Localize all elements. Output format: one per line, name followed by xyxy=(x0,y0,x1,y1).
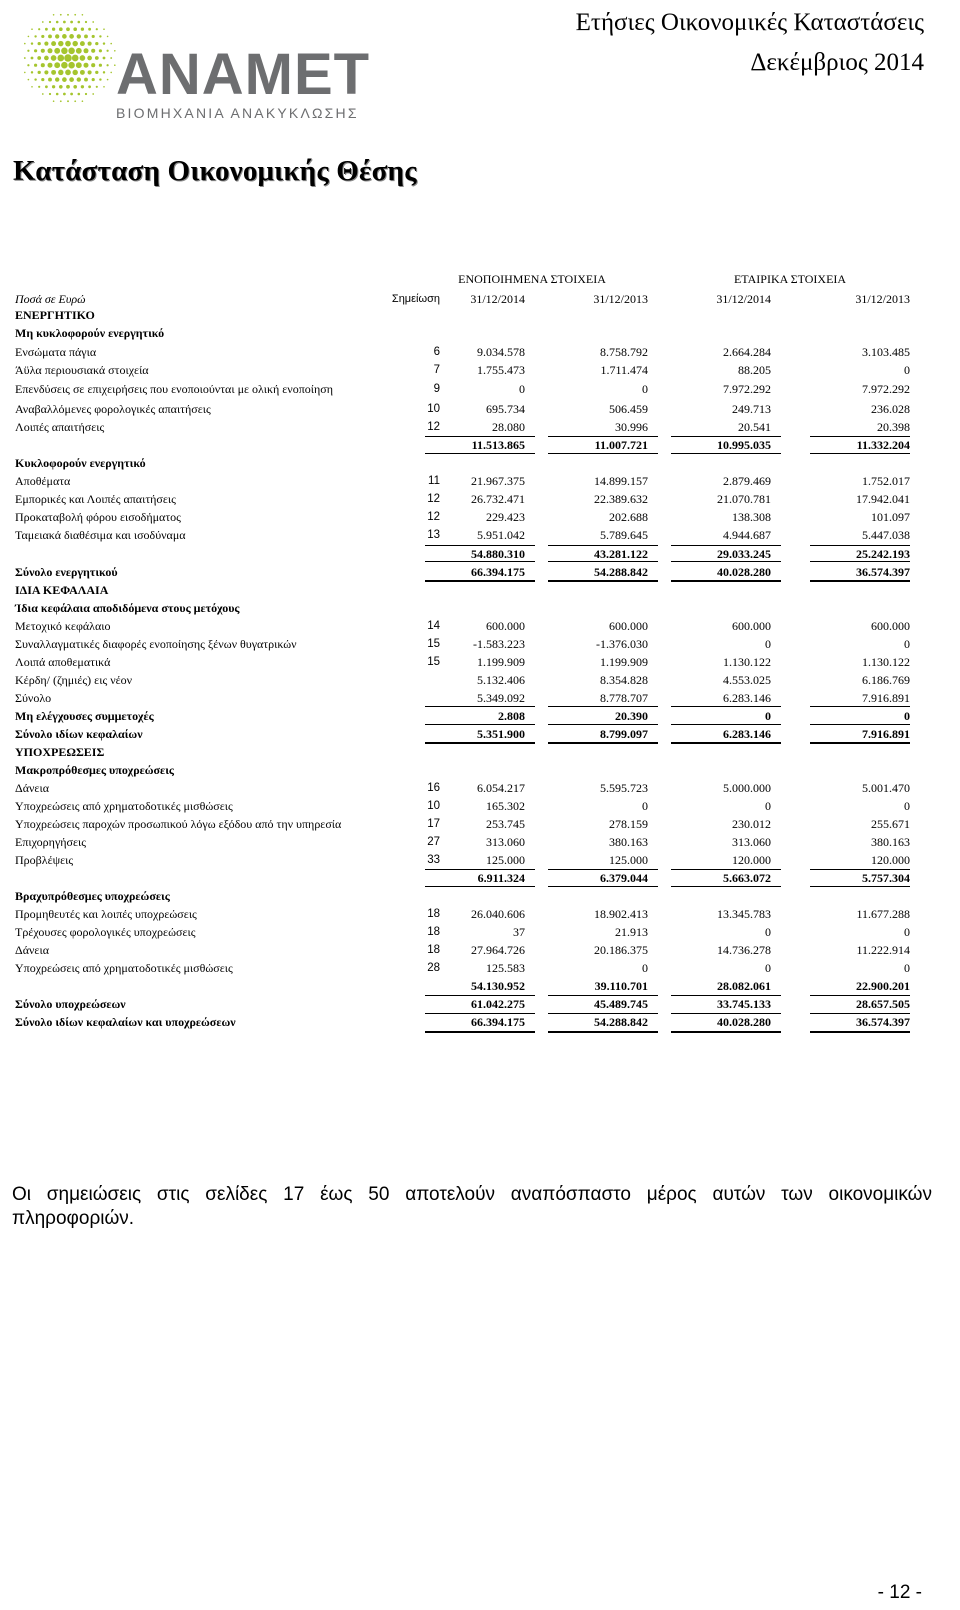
rule-line xyxy=(425,995,535,996)
table-row xyxy=(0,636,960,652)
row-value: 7.972.292 xyxy=(862,382,910,396)
logo-name-text: ANAMET xyxy=(116,42,371,107)
document-title: Ετήσιες Οικονομικές Καταστάσεις xyxy=(575,9,924,36)
rule-line xyxy=(425,869,535,870)
row-label: Τρέχουσες φορολογικές υποχρεώσεις xyxy=(15,925,196,939)
table-row xyxy=(0,473,960,489)
row-value: 6.911.324 xyxy=(477,871,525,885)
rule-line xyxy=(671,724,781,725)
table-row xyxy=(0,888,960,904)
logo-tagline-text: ΒΙΟΜΗΧΑΝΙΑ ΑΝΑΚΥΚΛΩΣΗΣ xyxy=(116,105,359,121)
rule-line xyxy=(425,561,535,562)
row-label: Μετοχικό κεφάλαιο xyxy=(15,619,111,633)
row-value: -1.583.223 xyxy=(473,637,525,651)
row-value: 26.040.606 xyxy=(471,907,525,921)
row-value: 125.583 xyxy=(486,961,525,975)
row-note-ref: 18 xyxy=(427,944,440,956)
row-value: 10.995.035 xyxy=(717,438,771,452)
row-value: 138.308 xyxy=(732,510,771,524)
row-value: 313.060 xyxy=(732,835,771,849)
row-note-ref: 9 xyxy=(433,383,440,395)
row-value: 6.186.769 xyxy=(862,673,910,687)
row-label: Εμπορικές και Λοιπές απαιτήσεις xyxy=(15,492,176,506)
row-value: 6.283.146 xyxy=(723,691,771,705)
statement-title: Κατάσταση Οικονομικής Θέσης xyxy=(13,155,417,187)
row-value: 18.902.413 xyxy=(594,907,648,921)
rule-line xyxy=(548,580,658,582)
row-label: Μη κυκλοφορούν ενεργητικό xyxy=(15,326,165,340)
row-label: Προκαταβολή φόρου εισοδήματος xyxy=(15,510,181,524)
row-value: 5.757.304 xyxy=(862,871,910,885)
row-value: 39.110.701 xyxy=(594,979,648,993)
row-value: 11.677.288 xyxy=(856,907,910,921)
row-value: 11.222.914 xyxy=(856,943,910,957)
row-value: 5.663.072 xyxy=(723,871,771,885)
row-value: 20.186.375 xyxy=(594,943,648,957)
rule-line xyxy=(810,580,910,582)
row-value: 249.713 xyxy=(732,402,771,416)
row-value: 5.349.092 xyxy=(477,691,525,705)
rule-line xyxy=(671,995,781,996)
row-value: 28.657.505 xyxy=(856,997,910,1011)
row-note-ref: 16 xyxy=(427,782,440,794)
rule-line xyxy=(810,1013,910,1014)
table-row xyxy=(0,344,960,360)
table-row xyxy=(0,834,960,850)
row-value: 26.732.471 xyxy=(471,492,525,506)
rule-line xyxy=(548,869,658,870)
rule-line xyxy=(810,561,910,562)
row-value: 5.951.042 xyxy=(477,528,525,542)
row-value: 61.042.275 xyxy=(471,997,525,1011)
row-value: 21.070.781 xyxy=(717,492,771,506)
row-label: Προβλέψεις xyxy=(15,853,74,867)
row-value: 17.942.041 xyxy=(856,492,910,506)
row-value: 36.574.397 xyxy=(856,565,910,579)
row-note-ref: 28 xyxy=(427,962,440,974)
rule-line xyxy=(810,724,910,725)
row-value: 1.755.473 xyxy=(477,363,525,377)
row-value: 43.281.122 xyxy=(594,547,648,561)
rule-line xyxy=(548,886,658,887)
row-label: Ενσώματα πάγια xyxy=(15,345,97,359)
row-value: 380.163 xyxy=(871,835,910,849)
row-value: 506.459 xyxy=(609,402,648,416)
row-note-ref: 12 xyxy=(427,493,440,505)
row-value: 5.351.900 xyxy=(477,727,525,741)
row-label: Άϋλα περιουσιακά στοιχεία xyxy=(15,363,149,377)
row-label: ΕΝΕΡΓΗΤΙΚΟ xyxy=(15,308,95,322)
rule-line xyxy=(425,453,535,454)
row-value: 5.595.723 xyxy=(600,781,648,795)
table-row xyxy=(0,509,960,525)
rule-line xyxy=(425,742,535,744)
table-row xyxy=(0,906,960,922)
row-note-ref: 18 xyxy=(427,926,440,938)
row-value: 5.447.038 xyxy=(862,528,910,542)
row-value: 230.012 xyxy=(732,817,771,831)
row-label: Επιχορηγήσεις xyxy=(15,835,87,849)
row-note-ref: 33 xyxy=(427,854,440,866)
row-label: Δάνεια xyxy=(15,943,49,957)
rule-line xyxy=(671,706,781,707)
row-value: 313.060 xyxy=(486,835,525,849)
document-header xyxy=(576,8,924,88)
rule-line xyxy=(810,869,910,870)
group-header-company: ΕΤΑΙΡΙΚΑ ΣΤΟΙΧΕΙΑ xyxy=(733,272,847,286)
row-note-ref: 14 xyxy=(427,620,440,632)
row-value: 8.354.828 xyxy=(600,673,648,687)
row-value: 0 xyxy=(904,637,910,651)
row-label: Επενδύσεις σε επιχειρήσεις που ενοποιούνται με ολική ενοποίηση xyxy=(15,382,334,396)
rule-line xyxy=(671,1013,781,1014)
row-label: Ταμειακά διαθέσιμα και ισοδύναμα xyxy=(15,528,186,542)
table-row xyxy=(0,1014,960,1030)
table-row xyxy=(0,798,960,814)
rule-line xyxy=(548,545,658,546)
rule-line xyxy=(548,561,658,562)
rule-line xyxy=(548,742,658,744)
table-row xyxy=(0,546,960,562)
table-row xyxy=(0,618,960,634)
row-value: 1.130.122 xyxy=(862,655,910,669)
row-value: 14.736.278 xyxy=(717,943,771,957)
row-value: 6.379.044 xyxy=(600,871,648,885)
table-row xyxy=(0,762,960,778)
row-note-ref: 13 xyxy=(427,529,440,541)
row-value: 255.671 xyxy=(871,817,910,831)
row-value: 202.688 xyxy=(609,510,648,524)
table-row xyxy=(0,690,960,706)
rule-line xyxy=(810,453,910,454)
row-label: ΙΔΙΑ ΚΕΦΑΛΑΙΑ xyxy=(15,583,109,597)
row-value: 229.423 xyxy=(486,510,525,524)
row-value: 7.916.891 xyxy=(862,727,910,741)
row-value: 1.711.474 xyxy=(600,363,648,377)
row-value: 37 xyxy=(513,925,525,939)
row-value: 14.899.157 xyxy=(594,474,648,488)
table-row xyxy=(0,726,960,742)
row-value: 20.398 xyxy=(877,420,910,434)
row-value: 28.082.061 xyxy=(717,979,771,993)
row-value: 66.394.175 xyxy=(471,565,525,579)
row-value: 1.130.122 xyxy=(723,655,771,669)
row-label: Σύνολο υποχρεώσεων xyxy=(15,997,126,1011)
rule-line xyxy=(671,869,781,870)
row-value: 27.964.726 xyxy=(471,943,525,957)
row-value: 125.000 xyxy=(486,853,525,867)
row-value: 11.007.721 xyxy=(594,438,648,452)
row-value: 22.389.632 xyxy=(594,492,648,506)
row-value: 36.574.397 xyxy=(856,1015,910,1029)
table-row xyxy=(0,325,960,341)
table-row xyxy=(0,307,960,323)
row-value: 11.332.204 xyxy=(856,438,910,452)
row-value: 0 xyxy=(765,637,771,651)
group-header-consolidated: ΕΝΟΠΟΙΗΜΕΝΑ ΣΤΟΙΧΕΙΑ xyxy=(458,272,606,286)
row-value: 5.001.470 xyxy=(862,781,910,795)
column-header-consolidated-2014: 31/12/2014 xyxy=(470,292,525,306)
amounts-label: Ποσά σε Ευρώ xyxy=(15,292,86,306)
rule-line xyxy=(425,886,535,887)
row-note-ref: 12 xyxy=(427,511,440,523)
row-value: 4.944.687 xyxy=(723,528,771,542)
table-row xyxy=(0,582,960,598)
row-note-ref: 10 xyxy=(427,800,440,812)
table-row xyxy=(0,437,960,453)
rule-line xyxy=(671,742,781,744)
column-header-company-2013: 31/12/2013 xyxy=(855,292,910,306)
row-label: Σύνολο ενεργητικού xyxy=(15,565,118,579)
row-value: 0 xyxy=(765,925,771,939)
rule-line xyxy=(548,453,658,454)
rule-line xyxy=(810,436,910,437)
row-note-ref: 27 xyxy=(427,836,440,848)
row-value: 4.553.025 xyxy=(723,673,771,687)
table-row xyxy=(0,942,960,958)
row-label: Λοιπά αποθεματικά xyxy=(15,655,111,669)
row-value: 88.205 xyxy=(738,363,771,377)
table-row xyxy=(0,491,960,507)
row-value: 28.080 xyxy=(492,420,525,434)
footer-note: Οι σημειώσεις στις σελίδες 17 έως 50 αποτελούν αναπόσπαστο μέρος αυτών των οικονομικών πληροφοριών. xyxy=(12,1184,932,1229)
row-value: 0 xyxy=(904,799,910,813)
row-value: 8.799.097 xyxy=(600,727,648,741)
rule-line xyxy=(548,1031,658,1033)
row-note-ref: 12 xyxy=(427,421,440,433)
row-note-ref: 11 xyxy=(428,475,440,487)
row-label: Υποχρεώσεις από χρηματοδοτικές μισθώσεις xyxy=(15,799,233,813)
rule-line xyxy=(671,436,781,437)
rule-line xyxy=(810,886,910,887)
row-value: 5.000.000 xyxy=(723,781,771,795)
row-label: Αναβαλλόμενες φορολογικές απαιτήσεις xyxy=(15,402,211,416)
row-label: Δάνεια xyxy=(15,781,49,795)
row-value: 7.916.891 xyxy=(862,691,910,705)
row-note-ref: 17 xyxy=(427,818,440,830)
row-label: ΥΠΟΧΡΕΩΣΕΙΣ xyxy=(15,745,105,759)
table-row xyxy=(0,672,960,688)
row-value: 2.808 xyxy=(498,709,525,723)
row-note-ref: 18 xyxy=(427,908,440,920)
row-note-ref: 15 xyxy=(427,656,440,668)
table-row xyxy=(0,381,960,397)
rule-line xyxy=(548,995,658,996)
table-row xyxy=(0,996,960,1012)
row-value: 125.000 xyxy=(609,853,648,867)
row-value: 66.394.175 xyxy=(471,1015,525,1029)
row-value: 380.163 xyxy=(609,835,648,849)
row-value: 2.879.469 xyxy=(723,474,771,488)
row-value: 1.752.017 xyxy=(862,474,910,488)
row-value: 8.778.707 xyxy=(600,691,648,705)
rule-line xyxy=(810,706,910,707)
column-header-company-2014: 31/12/2014 xyxy=(716,292,771,306)
row-value: 54.288.842 xyxy=(594,565,648,579)
row-value: 9.034.578 xyxy=(477,345,525,359)
row-label: Λοιπές απαιτήσεις xyxy=(15,420,105,434)
table-row xyxy=(0,527,960,543)
table-row xyxy=(0,419,960,435)
rule-line xyxy=(548,1013,658,1014)
table-row xyxy=(0,924,960,940)
row-label: Αποθέματα xyxy=(15,474,71,488)
column-header-row xyxy=(0,291,960,307)
row-value: 253.745 xyxy=(486,817,525,831)
row-value: 0 xyxy=(519,382,525,396)
row-value: 54.880.310 xyxy=(471,547,525,561)
row-label: Μη ελέγχουσες συμμετοχές xyxy=(15,709,154,723)
row-value: 600.000 xyxy=(732,619,771,633)
row-value: 25.242.193 xyxy=(856,547,910,561)
table-row xyxy=(0,744,960,760)
row-label: Βραχυπρόθεσμες υποχρεώσεις xyxy=(15,889,170,903)
table-row xyxy=(0,600,960,616)
rule-line xyxy=(671,545,781,546)
rule-line xyxy=(425,706,535,707)
rule-line xyxy=(671,1031,781,1033)
row-value: 1.199.909 xyxy=(477,655,525,669)
table-row xyxy=(0,780,960,796)
row-value: 5.789.645 xyxy=(600,528,648,542)
row-value: 45.489.745 xyxy=(594,997,648,1011)
row-value: 600.000 xyxy=(609,619,648,633)
row-label: Υποχρεώσεις από χρηματοδοτικές μισθώσεις xyxy=(15,961,233,975)
row-value: 11.513.865 xyxy=(471,438,525,452)
row-value: 54.288.842 xyxy=(594,1015,648,1029)
row-note-ref: 15 xyxy=(427,638,440,650)
rule-line xyxy=(810,995,910,996)
row-value: 236.028 xyxy=(871,402,910,416)
row-note-ref: 6 xyxy=(433,346,440,358)
row-value: 0 xyxy=(765,709,771,723)
row-value: 0 xyxy=(642,961,648,975)
row-value: 0 xyxy=(904,709,910,723)
row-value: 0 xyxy=(765,799,771,813)
row-value: 29.033.245 xyxy=(717,547,771,561)
row-value: 1.199.909 xyxy=(600,655,648,669)
row-value: 0 xyxy=(904,363,910,377)
note-column-header: Σημείωση xyxy=(391,293,440,305)
row-label: Σύνολο ιδίων κεφαλαίων xyxy=(15,727,143,741)
row-note-ref: 10 xyxy=(427,403,440,415)
table-row xyxy=(0,564,960,580)
row-value: 13.345.783 xyxy=(717,907,771,921)
table-row xyxy=(0,816,960,832)
table-row xyxy=(0,654,960,670)
table-row xyxy=(0,362,960,378)
row-note-ref: 7 xyxy=(433,364,440,376)
row-value: 20.390 xyxy=(615,709,648,723)
rule-line xyxy=(548,436,658,437)
row-value: 0 xyxy=(904,961,910,975)
row-value: 8.758.792 xyxy=(600,345,648,359)
row-value: 0 xyxy=(904,925,910,939)
rule-line xyxy=(425,580,535,582)
row-value: 6.283.146 xyxy=(723,727,771,741)
rule-line xyxy=(425,436,535,437)
table-row xyxy=(0,852,960,868)
row-value: 0 xyxy=(765,961,771,975)
row-label: Συναλλαγματικές διαφορές ενοποίησης ξένων θυγατρικών xyxy=(15,637,297,651)
row-value: 695.734 xyxy=(486,402,525,416)
rule-line xyxy=(671,561,781,562)
row-value: 21.967.375 xyxy=(471,474,525,488)
table-row xyxy=(0,978,960,994)
row-value: 278.159 xyxy=(609,817,648,831)
row-value: 5.132.406 xyxy=(477,673,525,687)
row-label: Ίδια κεφάλαια αποδιδόμενα στους μετόχους xyxy=(15,601,240,615)
rule-line xyxy=(810,742,910,744)
row-value: 600.000 xyxy=(486,619,525,633)
table-row xyxy=(0,455,960,471)
column-header-consolidated-2013: 31/12/2013 xyxy=(593,292,648,306)
row-value: 6.054.217 xyxy=(477,781,525,795)
row-label: Υποχρεώσεις παροχών προσωπικού λόγω εξόδου από την υπηρεσία xyxy=(15,817,342,831)
row-value: 20.541 xyxy=(738,420,771,434)
row-label: Κέρδη/ (ζημιές) εις νέον xyxy=(15,673,133,687)
row-value: 3.103.485 xyxy=(862,345,910,359)
rule-line xyxy=(548,724,658,725)
anamet-logo-icon xyxy=(8,6,378,124)
rule-line xyxy=(671,886,781,887)
row-label: Κυκλοφορούν ενεργητικό xyxy=(15,456,146,470)
row-value: 33.745.133 xyxy=(717,997,771,1011)
row-value: 21.913 xyxy=(615,925,648,939)
rule-line xyxy=(810,545,910,546)
row-value: 40.028.280 xyxy=(717,1015,771,1029)
rule-line xyxy=(425,724,535,725)
row-label: Μακροπρόθεσμες υποχρεώσεις xyxy=(15,763,174,777)
rule-line xyxy=(548,706,658,707)
row-value: 600.000 xyxy=(871,619,910,633)
rule-line xyxy=(425,1013,535,1014)
rule-line xyxy=(810,1031,910,1033)
table-row xyxy=(0,708,960,724)
row-value: 101.097 xyxy=(871,510,910,524)
document-period: Δεκέμβριος 2014 xyxy=(750,49,924,76)
rule-line xyxy=(671,580,781,582)
row-value: 40.028.280 xyxy=(717,565,771,579)
row-value: -1.376.030 xyxy=(596,637,648,651)
row-value: 30.996 xyxy=(615,420,648,434)
rule-line xyxy=(425,1031,535,1033)
table-row xyxy=(0,870,960,886)
rule-line xyxy=(425,545,535,546)
row-value: 120.000 xyxy=(732,853,771,867)
table-row xyxy=(0,401,960,417)
row-value: 2.664.284 xyxy=(723,345,771,359)
row-value: 22.900.201 xyxy=(856,979,910,993)
table-row xyxy=(0,960,960,976)
row-label: Προμηθευτές και λοιπές υποχρεώσεις xyxy=(15,907,197,921)
row-value: 165.302 xyxy=(486,799,525,813)
row-value: 0 xyxy=(642,799,648,813)
row-label: Σύνολο ιδίων κεφαλαίων και υποχρεώσεων xyxy=(15,1015,236,1029)
row-value: 0 xyxy=(642,382,648,396)
page-number: - 12 - xyxy=(877,1582,922,1603)
row-value: 54.130.952 xyxy=(471,979,525,993)
company-logo xyxy=(8,6,378,124)
row-value: 7.972.292 xyxy=(723,382,771,396)
row-label: Σύνολο xyxy=(15,691,52,705)
row-value: 120.000 xyxy=(871,853,910,867)
rule-line xyxy=(671,453,781,454)
